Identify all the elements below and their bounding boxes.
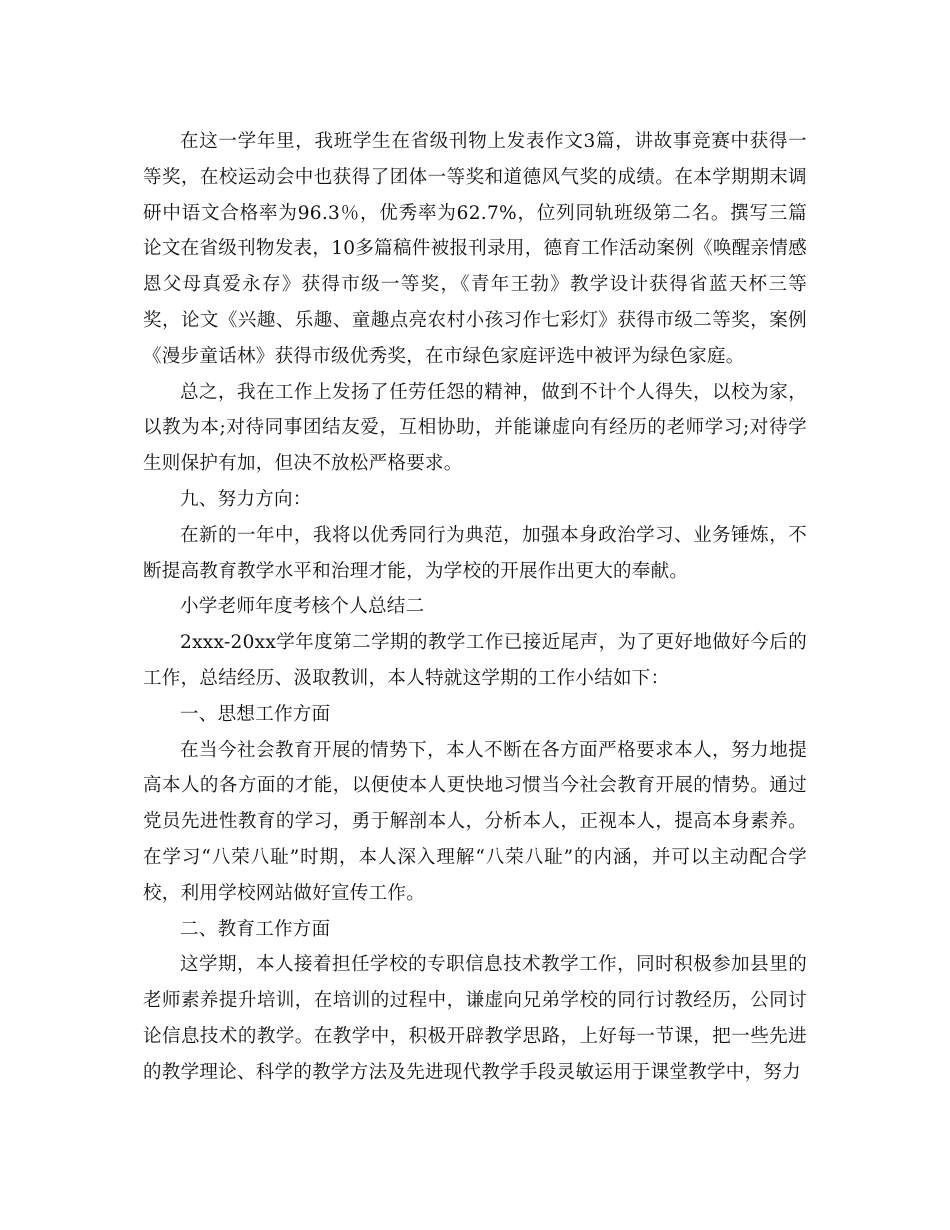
heading-summary-two: 小学老师年度考核个人总结二	[180, 596, 425, 618]
paragraph-new-year: 在新的一年中，我将以优秀同行为典范，加强本身政治学习、业务锤炼，不断提高教育教学水平和治理才能，为学校的开展作出更大的奉献。	[143, 524, 807, 582]
paragraph-thought-work: 在当今社会教育开展的情势下，本人不断在各方面严格要求本人，努力地提高本人的各方面的才能，以便使本人更快地习惯当今社会教育开展的情势。通过党员先进性教育的学习，勇于解剖本人，分析本人，正视本人，提高本身素养。在学习“八荣八耻”时期，本人深入理解“八荣八耻”的内涵，并可以主动配合学校，利用学校网站做好宣传工作。	[143, 739, 807, 904]
document-page	[143, 124, 807, 1091]
paragraph-semester-intro: 2xxx-20xx学年度第二学期的教学工作已接近尾声，为了更好地做好今后的工作，总结经历、汲取教训，本人特就这学期的工作小结如下：	[143, 632, 807, 689]
heading-direction: 九、努力方向：	[180, 488, 312, 510]
heading-thought-work: 一、思想工作方面	[180, 703, 331, 725]
paragraph-education-work: 这学期，本人接着担任学校的专职信息技术教学工作，同时积极参加县里的老师素养提升培训，在培训的过程中，谦虚向兄弟学校的同行讨教经历，公同讨论信息技术的教学。在教学中，积极开辟教学思路，上好每一节课，把一些先进的教学理论、科学的教学方法及先进现代教学手段灵敏运用于课堂教学中，努力	[143, 954, 807, 1083]
paragraph-summary: 总之，我在工作上发扬了任劳任怨的精神，做到不计个人得失，以校为家，以教为本;对待同事团结友爱，互相协助，并能谦虚向有经历的老师学习;对待学生则保护有加，但决不放松严格要求。	[143, 381, 807, 475]
paragraph-achievements: 在这一学年里，我班学生在省级刊物上发表作文3篇，讲故事竞赛中获得一等奖，在校运动会中也获得了团体一等奖和道德风气奖的成绩。在本学期期末调研中语文合格率为96.3％，优秀率为62.7%，位列同轨班级第二名。撰写三篇论文在省级刊物发表，10多篇稿件被报刊录用，德育工作活动案例《唤醒亲情感恩父母真爱永存》获得市级一等奖，《青年王勃》教学设计获得省蓝天杯三等奖，论文《兴趣、乐趣、童趣点亮农村小孩习作七彩灯》获得市级二等奖，案例《漫步童话林》获得市级优秀奖，在市绿色家庭评选中被评为绿色家庭。	[143, 131, 807, 367]
heading-education-work: 二、教育工作方面	[180, 918, 331, 940]
